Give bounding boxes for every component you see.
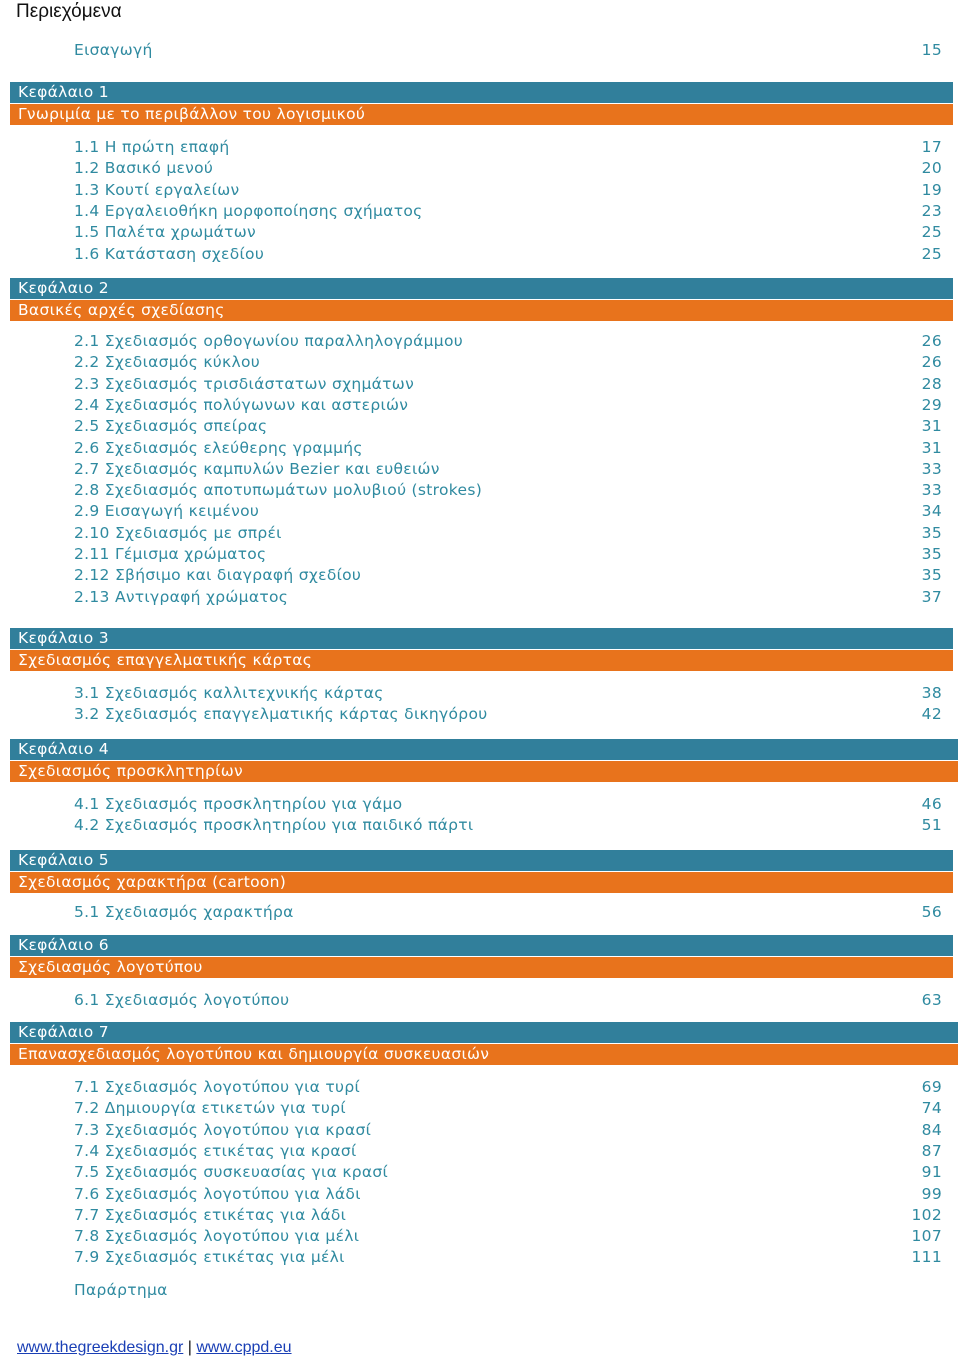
toc-entry[interactable] [0, 180, 960, 201]
toc-entry-label: 2.4 Σχεδιασμός πολύγωνων και αστεριών [74, 396, 409, 414]
toc-entry[interactable] [0, 137, 960, 158]
toc-entry[interactable] [0, 704, 960, 725]
toc-entry[interactable] [0, 587, 960, 608]
chapter-subtitle: Σχεδιασμός επαγγελματικής κάρτας [10, 650, 953, 671]
toc-entry[interactable] [0, 1098, 960, 1119]
toc-entry-page: 56 [921, 903, 942, 921]
footer-link-thegreekdesign[interactable]: www.thegreekdesign.gr [17, 1339, 184, 1356]
toc-entry[interactable] [0, 683, 960, 704]
toc-entry[interactable] [0, 565, 960, 586]
toc-entry-page: 25 [921, 245, 942, 263]
toc-entry-page: 42 [921, 705, 942, 723]
toc-entry-page: 63 [921, 991, 942, 1009]
toc-entry[interactable] [0, 222, 960, 243]
toc-entry-page: 35 [921, 566, 942, 584]
footer [17, 1337, 292, 1359]
toc-entry-page: 33 [921, 460, 942, 478]
toc-entry-label: 2.10 Σχεδιασμός με σπρέι [74, 524, 282, 542]
toc-entry-page: 28 [921, 375, 942, 393]
toc-entry[interactable] [0, 374, 960, 395]
toc-entry[interactable] [0, 1247, 960, 1268]
toc-entry-label: 2.1 Σχεδιασμός ορθογωνίου παραλληλογράμμου [74, 332, 463, 350]
toc-entry[interactable] [0, 1120, 960, 1141]
toc-entry-page: 84 [921, 1121, 942, 1139]
toc-entry-label: 3.2 Σχεδιασμός επαγγελματικής κάρτας δικηγόρου [74, 705, 488, 723]
toc-entry-label: 1.6 Κατάσταση σχεδίου [74, 245, 265, 263]
toc-entry[interactable] [0, 1162, 960, 1183]
toc-entry[interactable] [0, 1184, 960, 1205]
toc-entry[interactable] [0, 794, 960, 815]
toc-entry[interactable] [0, 201, 960, 222]
chapter-subtitle: Σχεδιασμός λογοτύπου [10, 957, 953, 978]
toc-entry-label: 1.4 Εργαλειοθήκη μορφοποίησης σχήματος [74, 202, 423, 220]
toc-entry-label: 2.8 Σχεδιασμός αποτυπωμάτων μολυβιού (strokes) [74, 481, 483, 499]
toc-entry-page: 17 [921, 138, 942, 156]
toc-entry-label: 7.7 Σχεδιασμός ετικέτας για λάδι [74, 1206, 347, 1224]
toc-entry-page: 23 [921, 202, 942, 220]
toc-entry[interactable] [0, 815, 960, 836]
toc-entry-label: 7.1 Σχεδιασμός λογοτύπου για τυρί [74, 1078, 361, 1096]
toc-entry[interactable] [0, 244, 960, 265]
chapter-subtitle: Επανασχεδιασμός λογοτύπου και δημιουργία συσκευασιών [10, 1044, 958, 1065]
toc-entry-label: 1.1 Η πρώτη επαφή [74, 138, 230, 156]
toc-entry[interactable] [0, 501, 960, 522]
toc-entry-label: 2.13 Αντιγραφή χρώματος [74, 588, 289, 606]
toc-entry-label: 2.12 Σβήσιμο και διαγραφή σχεδίου [74, 566, 362, 584]
toc-entry-page: 35 [921, 524, 942, 542]
toc-entry[interactable] [0, 544, 960, 565]
chapter-subtitle: Βασικές αρχές σχεδίασης [10, 300, 953, 321]
toc-entry-label: 2.7 Σχεδιασμός καμπυλών Bezier και ευθειών [74, 460, 440, 478]
toc-entry[interactable] [0, 990, 960, 1011]
chapter-heading: Κεφάλαιο 5 [10, 850, 953, 871]
toc-entry-label: Εισαγωγή [74, 41, 153, 59]
toc-entry-page: 111 [911, 1248, 942, 1266]
toc-entry-page: 25 [921, 223, 942, 241]
chapter-heading: Κεφάλαιο 3 [10, 628, 953, 649]
page-title: Περιεχόμενα [16, 1, 122, 22]
toc-entry-label: 7.5 Σχεδιασμός συσκευασίας για κρασί [74, 1163, 389, 1181]
toc-entry-page: 31 [921, 439, 942, 457]
footer-separator: | [187, 1339, 192, 1356]
toc-entry-page: 107 [911, 1227, 942, 1245]
chapter-heading: Κεφάλαιο 2 [10, 278, 953, 299]
toc-entry-label: 1.3 Κουτί εργαλείων [74, 181, 240, 199]
toc-entry-page: 74 [921, 1099, 942, 1117]
toc-entry-label: 2.2 Σχεδιασμός κύκλου [74, 353, 261, 371]
toc-entry-page: 46 [921, 795, 942, 813]
toc-entry-page: 26 [921, 353, 942, 371]
toc-entry-label: 1.5 Παλέτα χρωμάτων [74, 223, 256, 241]
chapter-subtitle: Σχεδιασμός χαρακτήρα (cartoon) [10, 872, 953, 893]
chapter-heading: Κεφάλαιο 1 [10, 82, 953, 103]
toc-entry-label: 7.4 Σχεδιασμός ετικέτας για κρασί [74, 1142, 357, 1160]
toc-entry-page: 102 [911, 1206, 942, 1224]
toc-entry[interactable] [0, 480, 960, 501]
toc-entry-page: 87 [921, 1142, 942, 1160]
toc-entry-page: 91 [921, 1163, 942, 1181]
toc-entry-label: 7.9 Σχεδιασμός ετικέτας για μέλι [74, 1248, 345, 1266]
toc-entry-label: 2.11 Γέμισμα χρώματος [74, 545, 267, 563]
toc-entry[interactable] [0, 416, 960, 437]
toc-entry[interactable] [0, 1141, 960, 1162]
toc-entry[interactable] [0, 158, 960, 179]
toc-entry-label: 5.1 Σχεδιασμός χαρακτήρα [74, 903, 294, 921]
toc-entry-label: 4.2 Σχεδιασμός προσκλητηρίου για παιδικό πάρτι [74, 816, 474, 834]
chapter-heading: Κεφάλαιο 6 [10, 935, 953, 956]
toc-entry-label: 7.6 Σχεδιασμός λογοτύπου για λάδι [74, 1185, 361, 1203]
toc-entry[interactable] [0, 438, 960, 459]
toc-entry[interactable] [0, 331, 960, 352]
toc-entry[interactable] [0, 523, 960, 544]
toc-entry[interactable] [0, 1077, 960, 1098]
toc-entry-page: 26 [921, 332, 942, 350]
toc-entry-label: 4.1 Σχεδιασμός προσκλητηρίου για γάμο [74, 795, 403, 813]
toc-entry-page: 34 [921, 502, 942, 520]
toc-entry-label: Παράρτημα [74, 1281, 168, 1299]
toc-entry-intro[interactable] [0, 40, 960, 61]
toc-entry-label: 6.1 Σχεδιασμός λογοτύπου [74, 991, 290, 1009]
toc-entry[interactable] [0, 902, 960, 923]
toc-entry-page: 35 [921, 545, 942, 563]
toc-entry[interactable] [0, 395, 960, 416]
toc-entry[interactable] [0, 1226, 960, 1247]
toc-entry-label: 2.6 Σχεδιασμός ελεύθερης γραμμής [74, 439, 363, 457]
toc-entry-page: 99 [921, 1185, 942, 1203]
toc-entry-page: 51 [921, 816, 942, 834]
toc-entry-label: 1.2 Βασικό μενού [74, 159, 214, 177]
chapter-heading: Κεφάλαιο 7 [10, 1022, 958, 1043]
toc-entry-page: 20 [921, 159, 942, 177]
toc-entry-page: 37 [921, 588, 942, 606]
chapter-subtitle: Γνωριμία με το περιβάλλον του λογισμικού [10, 104, 953, 125]
toc-entry-page: 31 [921, 417, 942, 435]
toc-entry-page: 29 [921, 396, 942, 414]
toc-entry-label: 7.3 Σχεδιασμός λογοτύπου για κρασί [74, 1121, 372, 1139]
toc-entry[interactable] [0, 1205, 960, 1226]
toc-entry[interactable] [0, 459, 960, 480]
toc-entry-page: 15 [921, 41, 942, 59]
toc-entry-page: 19 [921, 181, 942, 199]
toc-entry[interactable] [0, 352, 960, 373]
chapter-heading: Κεφάλαιο 4 [10, 739, 958, 760]
footer-link-cppd[interactable]: www.cppd.eu [196, 1339, 292, 1356]
toc-entry-page: 33 [921, 481, 942, 499]
chapter-subtitle: Σχεδιασμός προσκλητηρίων [10, 761, 958, 782]
toc-entry-label: 7.8 Σχεδιασμός λογοτύπου για μέλι [74, 1227, 360, 1245]
toc-entry-label: 2.9 Εισαγωγή κειμένου [74, 502, 260, 520]
toc-entry-label: 2.3 Σχεδιασμός τρισδιάστατων σχημάτων [74, 375, 415, 393]
toc-entry-label: 3.1 Σχεδιασμός καλλιτεχνικής κάρτας [74, 684, 384, 702]
toc-entry-page: 69 [921, 1078, 942, 1096]
toc-entry-appendix[interactable] [0, 1280, 960, 1301]
toc-entry-label: 7.2 Δημιουργία ετικετών για τυρί [74, 1099, 346, 1117]
toc-entry-page: 38 [921, 684, 942, 702]
toc-entry-label: 2.5 Σχεδιασμός σπείρας [74, 417, 268, 435]
